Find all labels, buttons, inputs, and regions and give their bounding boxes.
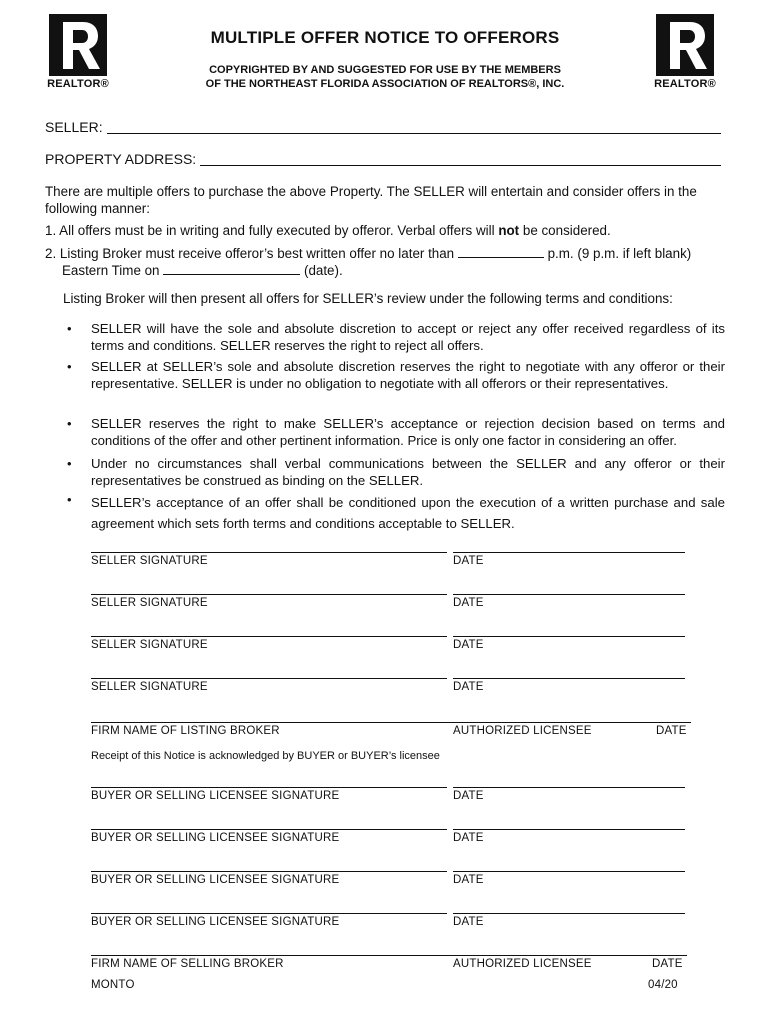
buyer-signature-label: BUYER OR SELLING LICENSEE SIGNATURE	[91, 790, 340, 802]
buyer-date-line[interactable]	[453, 913, 685, 914]
buyer-date-label: DATE	[453, 790, 484, 802]
listing-broker-label: FIRM NAME OF LISTING BROKER	[91, 725, 280, 737]
selling-broker-line[interactable]	[91, 955, 687, 956]
seller-date-label: DATE	[453, 639, 484, 651]
eastern-time-text: Eastern Time on	[62, 263, 160, 278]
footer-revision: 04/20	[648, 979, 678, 991]
date-text: (date).	[303, 263, 343, 278]
seller-date-line[interactable]	[453, 678, 685, 679]
intro-paragraph: There are multiple offers to purchase the above Property. The SELLER will entertain and consider offers in the following manner:	[45, 184, 697, 216]
property-address-label: PROPERTY ADDRESS:	[45, 151, 197, 167]
term-item: Under no circumstances shall verbal communications between the SELLER and any offeror or their representatives be construed as binding on the SELLER.	[91, 456, 725, 488]
term-item: SELLER at SELLER’s sole and absolute discretion reserves the right to negotiate with any offeror or their representative. SELLER is under no obligation to negotiate with all offerors or their representatives.	[91, 359, 725, 391]
seller-date-line[interactable]	[453, 636, 685, 637]
seller-date-label: DATE	[453, 597, 484, 609]
buyer-date-line[interactable]	[453, 829, 685, 830]
seller-signature-line[interactable]	[91, 552, 447, 553]
buyer-signature-line[interactable]	[91, 787, 447, 788]
buyer-date-line[interactable]	[453, 871, 685, 872]
term-item: SELLER’s acceptance of an offer shall be conditioned upon the execution of a written purchase and sale agreement which sets forth terms and conditions acceptable to SELLER.	[91, 495, 725, 531]
subtitle-line-2: OF THE NORTHEAST FLORIDA ASSOCIATION OF REALTORS®, INC.	[205, 78, 565, 90]
seller-date-label: DATE	[453, 681, 484, 693]
seller-signature-label: SELLER SIGNATURE	[91, 597, 208, 609]
subtitle-line-1: COPYRIGHTED BY AND SUGGESTED FOR USE BY THE MEMBERS	[209, 64, 561, 76]
item-1	[45, 223, 735, 240]
buyer-date-line[interactable]	[453, 787, 685, 788]
buyer-signature-label: BUYER OR SELLING LICENSEE SIGNATURE	[91, 874, 340, 886]
logo-caption: REALTOR®	[47, 78, 109, 90]
term-item: SELLER reserves the right to make SELLER’s acceptance or rejection decision based on terms and conditions of the offer and other pertinent information. Price is only one factor in considering an offer.	[91, 416, 725, 448]
item-1-text: All offers must be in writing and fully executed by offeror. Verbal offers will	[59, 223, 495, 238]
logo-caption: REALTOR®	[654, 78, 716, 90]
item-2-line-2	[62, 262, 343, 280]
item-2	[45, 245, 735, 263]
bullet-icon: •	[67, 456, 72, 471]
seller-signature-label: SELLER SIGNATURE	[91, 639, 208, 651]
bullet-icon: •	[67, 492, 72, 507]
selling-broker-label: FIRM NAME OF SELLING BROKER	[91, 958, 284, 970]
term-item: SELLER will have the sole and absolute discretion to accept or reject any offer received regardless of its terms and conditions. SELLER reserves the right to reject all offers.	[91, 321, 725, 353]
seller-field	[45, 119, 721, 135]
property-address-field	[45, 151, 721, 167]
item-2-number: 2.	[45, 246, 57, 261]
seller-date-line[interactable]	[453, 594, 685, 595]
seller-signature-line[interactable]	[91, 636, 447, 637]
item-2-time-text: p.m. (9 p.m. if left blank)	[547, 246, 692, 261]
bullet-icon: •	[67, 359, 72, 374]
offer-date-blank[interactable]	[163, 262, 300, 275]
buyer-signature-line[interactable]	[91, 871, 447, 872]
buyer-date-label: DATE	[453, 916, 484, 928]
seller-signature-label: SELLER SIGNATURE	[91, 555, 208, 567]
buyer-date-label: DATE	[453, 832, 484, 844]
seller-date-line[interactable]	[453, 552, 685, 553]
footer-form-code: MONTO	[91, 979, 135, 991]
selling-date-label: DATE	[652, 958, 683, 970]
listing-date-label: DATE	[656, 725, 687, 737]
present-paragraph: Listing Broker will then present all offers for SELLER’s review under the following terms and conditions:	[63, 291, 673, 306]
buyer-signature-line[interactable]	[91, 829, 447, 830]
item-1-emphasis: not	[498, 223, 520, 238]
receipt-notice: Receipt of this Notice is acknowledged by BUYER or BUYER’s licensee	[91, 750, 440, 762]
listing-broker-line[interactable]	[91, 722, 691, 723]
listing-authorized-licensee-label: AUTHORIZED LICENSEE	[453, 725, 592, 737]
seller-signature-line[interactable]	[91, 678, 447, 679]
property-address-input-line[interactable]	[200, 151, 721, 166]
offer-time-blank[interactable]	[458, 245, 544, 258]
buyer-signature-label: BUYER OR SELLING LICENSEE SIGNATURE	[91, 916, 340, 928]
document-title: MULTIPLE OFFER NOTICE TO OFFERORS	[210, 28, 560, 47]
item-1-number: 1.	[45, 223, 57, 238]
bullet-icon: •	[67, 416, 72, 431]
seller-signature-line[interactable]	[91, 594, 447, 595]
seller-date-label: DATE	[453, 555, 484, 567]
buyer-signature-label: BUYER OR SELLING LICENSEE SIGNATURE	[91, 832, 340, 844]
item-1-text-end: be considered.	[522, 223, 611, 238]
seller-label: SELLER:	[45, 119, 103, 135]
seller-signature-label: SELLER SIGNATURE	[91, 681, 208, 693]
seller-input-line[interactable]	[107, 119, 721, 134]
buyer-date-label: DATE	[453, 874, 484, 886]
selling-authorized-licensee-label: AUTHORIZED LICENSEE	[453, 958, 592, 970]
bullet-icon: •	[67, 321, 72, 336]
buyer-signature-line[interactable]	[91, 913, 447, 914]
item-2-text: Listing Broker must receive offeror’s best written offer no later than	[59, 246, 455, 261]
